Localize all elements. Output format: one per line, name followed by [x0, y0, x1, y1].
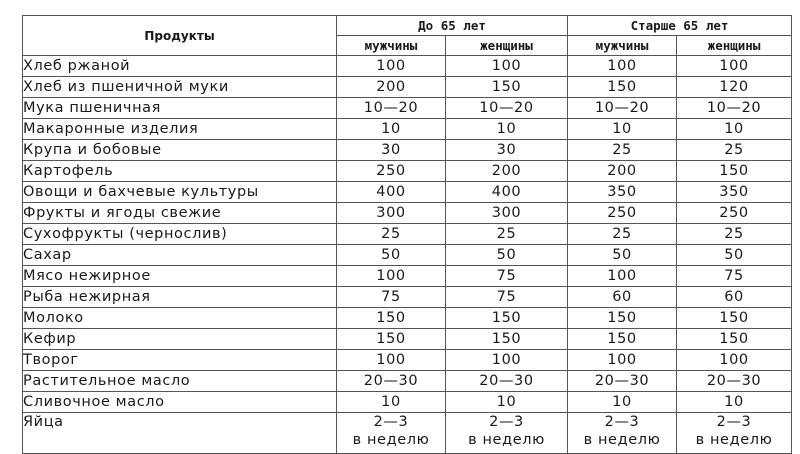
eggs-unit: в неделю — [352, 432, 430, 448]
value-cell: 100 — [677, 350, 792, 371]
value-cell: 150 — [568, 77, 677, 98]
value-cell: 400 — [337, 182, 446, 203]
table-body — [23, 56, 792, 454]
value-cell: 400 — [446, 182, 568, 203]
product-name-cell: Овощи и бахчевые культуры — [23, 182, 337, 203]
value-cell: 30 — [446, 140, 568, 161]
value-cell: 20—30 — [337, 371, 446, 392]
value-cell: 25 — [677, 140, 792, 161]
value-cell: 75 — [337, 287, 446, 308]
value-cell: 300 — [337, 203, 446, 224]
value-cell: 200 — [568, 161, 677, 182]
value-cell: 10 — [337, 119, 446, 140]
product-name-cell: Сливочное масло — [23, 392, 337, 413]
product-name-cell: Хлеб ржаной — [23, 56, 337, 77]
product-name-cell: Творог — [23, 350, 337, 371]
value-cell: 150 — [677, 308, 792, 329]
table-row — [23, 56, 792, 77]
value-cell: 60 — [677, 287, 792, 308]
value-cell: 100 — [677, 56, 792, 77]
value-cell: 300 — [446, 203, 568, 224]
value-cell: 10 — [568, 392, 677, 413]
value-cell: 100 — [337, 266, 446, 287]
table-row — [23, 371, 792, 392]
value-cell: 250 — [337, 161, 446, 182]
value-cell: 50 — [446, 245, 568, 266]
product-name-cell: Сухофрукты (чернослив) — [23, 224, 337, 245]
value-cell: 150 — [337, 308, 446, 329]
value-cell: 10—20 — [568, 98, 677, 119]
table-row — [23, 119, 792, 140]
table-row — [23, 287, 792, 308]
value-cell: 20—30 — [568, 371, 677, 392]
product-name-cell: Яйца — [23, 413, 337, 454]
value-cell: 150 — [337, 329, 446, 350]
value-cell: 250 — [568, 203, 677, 224]
value-cell: 20—30 — [446, 371, 568, 392]
value-cell: 20—30 — [677, 371, 792, 392]
product-name-cell: Картофель — [23, 161, 337, 182]
over-65-group-header: Старше 65 лет — [568, 16, 792, 36]
value-cell: 50 — [568, 245, 677, 266]
value-cell: 50 — [337, 245, 446, 266]
product-name-cell: Хлеб из пшеничной муки — [23, 77, 337, 98]
eggs-amount: 2—3 — [604, 414, 640, 430]
product-name-cell: Сахар — [23, 245, 337, 266]
value-cell: 10 — [568, 119, 677, 140]
value-cell: 60 — [568, 287, 677, 308]
value-cell: 10 — [446, 392, 568, 413]
value-cell: 350 — [568, 182, 677, 203]
value-cell: 10—20 — [677, 98, 792, 119]
value-cell: 100 — [446, 56, 568, 77]
value-cell: 75 — [446, 287, 568, 308]
table-row — [23, 182, 792, 203]
eggs-amount: 2—3 — [373, 414, 409, 430]
table-row — [23, 308, 792, 329]
value-cell: 350 — [677, 182, 792, 203]
value-cell: 150 — [677, 329, 792, 350]
table-row — [23, 266, 792, 287]
table-row — [23, 161, 792, 182]
eggs-unit: в неделю — [583, 432, 661, 448]
over-65-men-header: мужчины — [568, 36, 677, 56]
table-row — [23, 350, 792, 371]
value-cell: 25 — [337, 224, 446, 245]
value-cell: 100 — [337, 350, 446, 371]
value-cell: 100 — [568, 56, 677, 77]
table-row — [23, 203, 792, 224]
value-cell: 100 — [568, 350, 677, 371]
value-cell: 250 — [677, 203, 792, 224]
table-header-row — [23, 16, 792, 36]
value-cell: 10 — [446, 119, 568, 140]
value-cell: 100 — [446, 350, 568, 371]
value-cell: 200 — [446, 161, 568, 182]
product-name-cell: Растительное масло — [23, 371, 337, 392]
value-cell: 150 — [568, 308, 677, 329]
value-cell: 75 — [446, 266, 568, 287]
product-name-cell: Макаронные изделия — [23, 119, 337, 140]
value-cell: 25 — [677, 224, 792, 245]
value-cell: 100 — [568, 266, 677, 287]
product-name-cell: Крупа и бобовые — [23, 140, 337, 161]
table-row — [23, 245, 792, 266]
value-cell: 150 — [446, 77, 568, 98]
table-row — [23, 77, 792, 98]
value-cell: 200 — [337, 77, 446, 98]
table-row — [23, 140, 792, 161]
table-row — [23, 224, 792, 245]
value-cell: 150 — [446, 329, 568, 350]
product-name-cell: Кефир — [23, 329, 337, 350]
value-cell: 25 — [568, 224, 677, 245]
eggs-amount: 2—3 — [716, 414, 752, 430]
over-65-women-header: женщины — [677, 36, 792, 56]
value-cell: 10 — [337, 392, 446, 413]
product-name-cell: Фрукты и ягоды свежие — [23, 203, 337, 224]
eggs-unit: в неделю — [468, 432, 545, 448]
value-cell — [568, 413, 677, 454]
table-row-eggs — [23, 413, 792, 454]
value-cell: 10 — [677, 119, 792, 140]
value-cell: 30 — [337, 140, 446, 161]
value-cell — [446, 413, 568, 454]
value-cell: 10—20 — [337, 98, 446, 119]
under-65-group-header: До 65 лет — [337, 16, 568, 36]
value-cell: 25 — [446, 224, 568, 245]
value-cell: 150 — [568, 329, 677, 350]
table-row — [23, 98, 792, 119]
value-cell: 50 — [677, 245, 792, 266]
product-name-cell: Рыба нежирная — [23, 287, 337, 308]
value-cell: 100 — [337, 56, 446, 77]
value-cell: 150 — [677, 161, 792, 182]
food-norms-table — [22, 15, 792, 454]
eggs-unit: в неделю — [695, 432, 773, 448]
table-row — [23, 329, 792, 350]
table-row — [23, 392, 792, 413]
eggs-amount: 2—3 — [489, 414, 524, 430]
products-column-header: Продукты — [23, 16, 337, 56]
value-cell: 10—20 — [446, 98, 568, 119]
value-cell: 120 — [677, 77, 792, 98]
value-cell: 25 — [568, 140, 677, 161]
product-name-cell: Мука пшеничная — [23, 98, 337, 119]
value-cell: 150 — [446, 308, 568, 329]
product-name-cell: Мясо нежирное — [23, 266, 337, 287]
under-65-men-header: мужчины — [337, 36, 446, 56]
value-cell — [677, 413, 792, 454]
product-name-cell: Молоко — [23, 308, 337, 329]
under-65-women-header: женщины — [446, 36, 568, 56]
value-cell: 10 — [677, 392, 792, 413]
value-cell — [337, 413, 446, 454]
value-cell: 75 — [677, 266, 792, 287]
